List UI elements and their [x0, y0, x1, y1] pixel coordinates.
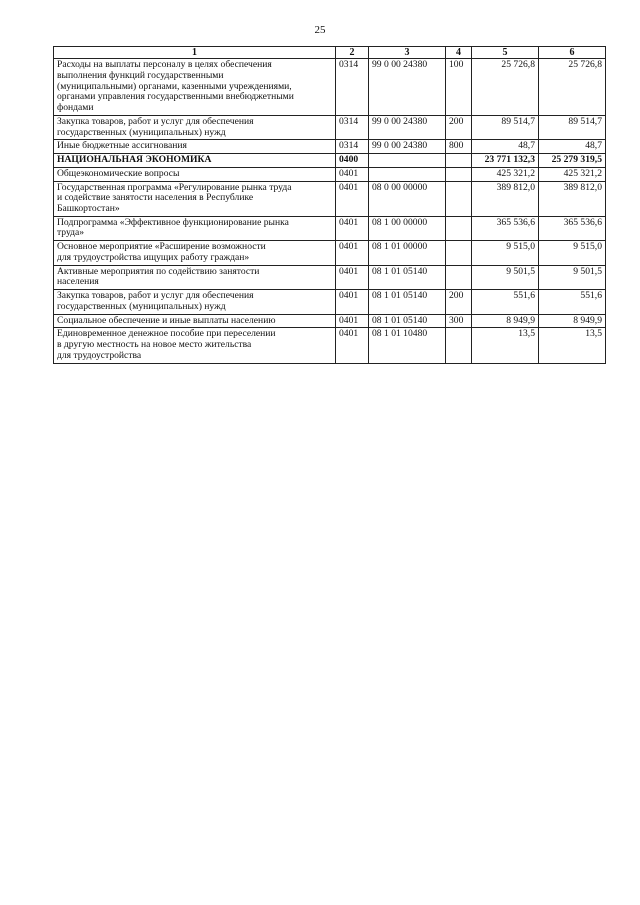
page-number: 25 [314, 24, 326, 36]
row-name-text: НАЦИОНАЛЬНАЯ ЭКОНОМИКА [57, 154, 212, 166]
row-expense-type [446, 181, 472, 216]
row-expense-type [446, 216, 472, 240]
row-name [54, 216, 336, 240]
row-amount-year1: 23 771 132,3 [472, 154, 539, 168]
col-header-5: 5 [472, 47, 539, 59]
table-row [54, 59, 606, 116]
table-row [54, 140, 606, 154]
row-amount-year1: 13,5 [472, 328, 539, 363]
row-target-article: 08 1 00 00000 [369, 216, 446, 240]
table-row [54, 328, 606, 363]
row-name [54, 181, 336, 216]
row-amount-year2: 8 949,9 [539, 314, 606, 328]
table-row [54, 290, 606, 314]
row-amount-year1: 389 812,0 [472, 181, 539, 216]
row-name [54, 314, 336, 328]
row-name-text: Государственная программа «Регулирование рынка труда и содействие занятости населения в Республике Башкортостан» [57, 181, 292, 214]
table-row [54, 115, 606, 139]
row-name-text: Закупка товаров, работ и услуг для обеспечения государственных (муниципальных) нужд [57, 290, 254, 312]
table-body [54, 59, 606, 363]
row-section-code: 0400 [336, 154, 369, 168]
row-amount-year2: 425 321,2 [539, 167, 606, 181]
row-target-article: 08 1 01 05140 [369, 265, 446, 289]
row-name-text: Расходы на выплаты персоналу в целях обеспечения выполнения функций государственными (муниципальными) органами, казенными учреждениями, органами управления государственными внебюджетными фондами [57, 59, 294, 114]
row-section-code: 0401 [336, 241, 369, 265]
row-name [54, 241, 336, 265]
row-name [54, 59, 336, 116]
row-amount-year2: 25 726,8 [539, 59, 606, 116]
row-name-text: Основное мероприятие «Расширение возможности для трудоустройства ищущих работу граждан» [57, 241, 266, 263]
col-header-1: 1 [54, 47, 336, 59]
col-header-2: 2 [336, 47, 369, 59]
row-name-text: Социальное обеспечение и иные выплаты населению [57, 314, 276, 326]
row-amount-year1: 8 949,9 [472, 314, 539, 328]
row-amount-year1: 365 536,6 [472, 216, 539, 240]
row-amount-year2: 89 514,7 [539, 115, 606, 139]
row-expense-type [446, 241, 472, 265]
row-section-code: 0401 [336, 216, 369, 240]
row-target-article: 08 1 01 05140 [369, 314, 446, 328]
row-amount-year2: 9 515,0 [539, 241, 606, 265]
row-name-text: Закупка товаров, работ и услуг для обеспечения государственных (муниципальных) нужд [57, 115, 254, 138]
table-header-row [54, 47, 606, 59]
row-section-code: 0401 [336, 181, 369, 216]
table-row [54, 181, 606, 216]
row-name [54, 140, 336, 154]
row-section-code: 0401 [336, 314, 369, 328]
row-amount-year1: 9 501,5 [472, 265, 539, 289]
row-amount-year1: 25 726,8 [472, 59, 539, 116]
table-row [54, 216, 606, 240]
row-name [54, 167, 336, 181]
row-section-code: 0401 [336, 290, 369, 314]
row-target-article: 08 1 01 05140 [369, 290, 446, 314]
row-target-article: 08 0 00 00000 [369, 181, 446, 216]
table-row [54, 167, 606, 181]
row-expense-type: 100 [446, 59, 472, 116]
row-name-text: Общеэкономические вопросы [57, 167, 180, 179]
row-amount-year2: 48,7 [539, 140, 606, 154]
table-row [54, 241, 606, 265]
row-section-code: 0314 [336, 140, 369, 154]
row-section-code: 0401 [336, 328, 369, 363]
row-name-text: Подпрограмма «Эффективное функционирование рынка труда» [57, 216, 289, 239]
row-expense-type [446, 265, 472, 289]
budget-table [53, 46, 606, 364]
row-section-code: 0401 [336, 265, 369, 289]
row-amount-year1: 48,7 [472, 140, 539, 154]
row-expense-type [446, 167, 472, 181]
row-name [54, 328, 336, 363]
row-amount-year2: 365 536,6 [539, 216, 606, 240]
row-amount-year1: 425 321,2 [472, 167, 539, 181]
row-amount-year2: 389 812,0 [539, 181, 606, 216]
col-header-3: 3 [369, 47, 446, 59]
row-name-text: Иные бюджетные ассигнования [57, 140, 187, 152]
table-row [54, 265, 606, 289]
row-name [54, 154, 336, 168]
row-amount-year2: 9 501,5 [539, 265, 606, 289]
row-amount-year2: 13,5 [539, 328, 606, 363]
row-name-text: Активные мероприятия по содействию занятости населения [57, 265, 260, 288]
row-expense-type [446, 328, 472, 363]
row-section-code: 0314 [336, 115, 369, 139]
row-target-article [369, 167, 446, 181]
row-target-article: 08 1 01 00000 [369, 241, 446, 265]
row-target-article [369, 154, 446, 168]
row-target-article: 99 0 00 24380 [369, 59, 446, 116]
row-target-article: 08 1 01 10480 [369, 328, 446, 363]
row-target-article: 99 0 00 24380 [369, 115, 446, 139]
row-amount-year2: 551,6 [539, 290, 606, 314]
col-header-4: 4 [446, 47, 472, 59]
row-expense-type [446, 154, 472, 168]
row-amount-year1: 89 514,7 [472, 115, 539, 139]
row-expense-type: 800 [446, 140, 472, 154]
row-name [54, 265, 336, 289]
col-header-6: 6 [539, 47, 606, 59]
row-expense-type: 200 [446, 290, 472, 314]
row-section-code: 0314 [336, 59, 369, 116]
row-name [54, 290, 336, 314]
row-amount-year1: 9 515,0 [472, 241, 539, 265]
row-amount-year2: 25 279 319,5 [539, 154, 606, 168]
row-section-code: 0401 [336, 167, 369, 181]
row-name-text: Единовременное денежное пособие при переселении в другую местность на новое место жительства для трудоустройства [57, 328, 276, 361]
row-expense-type: 200 [446, 115, 472, 139]
row-name [54, 115, 336, 139]
row-target-article: 99 0 00 24380 [369, 140, 446, 154]
table-row [54, 314, 606, 328]
table-row [54, 154, 606, 168]
row-expense-type: 300 [446, 314, 472, 328]
row-amount-year1: 551,6 [472, 290, 539, 314]
